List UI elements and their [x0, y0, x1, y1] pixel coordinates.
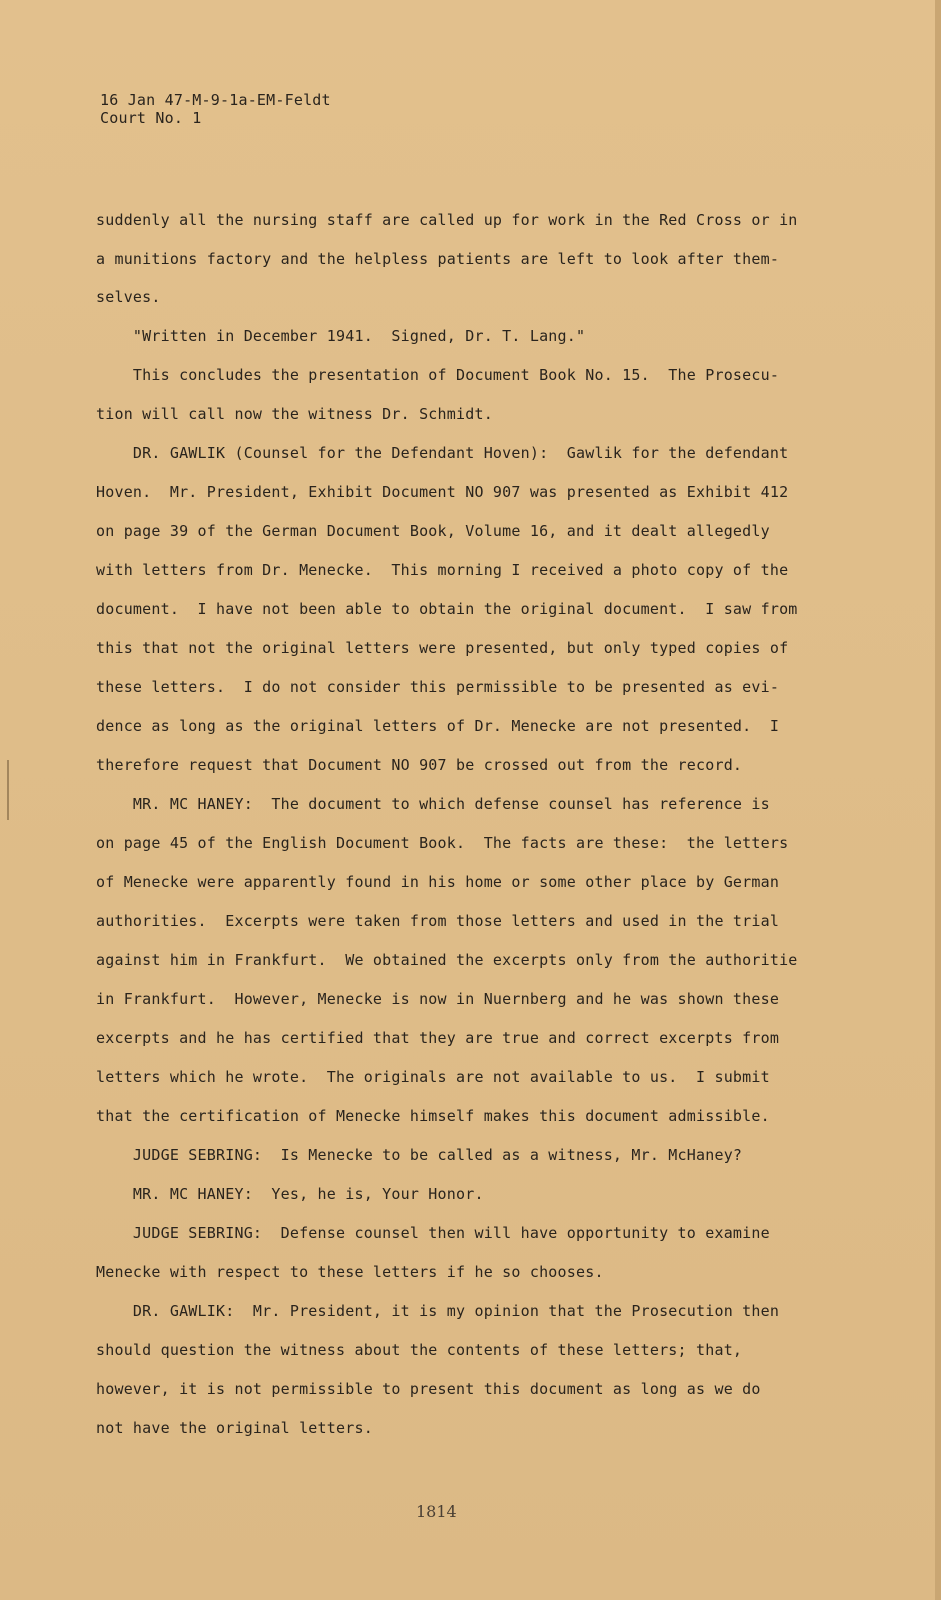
body-line: this that not the original letters were presented, but only typed copies of	[96, 639, 789, 657]
body-line: excerpts and he has certified that they are true and correct excerpts from	[96, 1029, 780, 1047]
body-line: that the certification of Menecke himself makes this document admissible.	[96, 1107, 770, 1125]
body-line: Hoven. Mr. President, Exhibit Document NO 907 was presented as Exhibit 412	[96, 483, 789, 501]
body-line: on page 45 of the English Document Book. The facts are these: the letters	[96, 834, 789, 852]
body-line: against him in Frankfurt. We obtained the excerpts only from the authoritie	[96, 951, 798, 969]
body-line: not have the original letters.	[96, 1419, 373, 1437]
body-line: authorities. Excerpts were taken from those letters and used in the trial	[96, 912, 780, 930]
body-line: MR. MC HANEY: The document to which defense counsel has reference is	[96, 795, 770, 813]
body-line: letters which he wrote. The originals are not available to us. I submit	[96, 1068, 770, 1086]
body-line: DR. GAWLIK: Mr. President, it is my opinion that the Prosecution then	[96, 1302, 780, 1320]
body-line: with letters from Dr. Menecke. This morning I received a photo copy of the	[96, 561, 789, 579]
body-line: JUDGE SEBRING: Is Menecke to be called as a witness, Mr. McHaney?	[96, 1146, 743, 1164]
body-line: DR. GAWLIK (Counsel for the Defendant Hoven): Gawlik for the defendant	[96, 444, 789, 462]
body-line: however, it is not permissible to present this document as long as we do	[96, 1380, 761, 1398]
body-line: suddenly all the nursing staff are called up for work in the Red Cross or in	[96, 211, 798, 229]
body-line: JUDGE SEBRING: Defense counsel then will have opportunity to examine	[96, 1224, 770, 1242]
body-line: MR. MC HANEY: Yes, he is, Your Honor.	[96, 1185, 484, 1203]
body-line: selves.	[96, 288, 161, 306]
header-session-code: 16 Jan 47-M-9-1a-EM-Feldt	[100, 91, 331, 109]
body-line: a munitions factory and the helpless patients are left to look after them-	[96, 250, 780, 268]
body-line: "Written in December 1941. Signed, Dr. T. Lang."	[96, 327, 586, 345]
body-line: Menecke with respect to these letters if he so chooses.	[96, 1263, 604, 1281]
page-number: 1814	[416, 1502, 457, 1521]
body-line: therefore request that Document NO 907 be crossed out from the record.	[96, 756, 743, 774]
body-line: This concludes the presentation of Document Book No. 15. The Prosecu-	[96, 366, 780, 384]
header-court-number: Court No. 1	[100, 109, 202, 127]
paper-edge	[935, 0, 941, 1600]
body-line: should question the witness about the contents of these letters; that,	[96, 1341, 743, 1359]
body-line: tion will call now the witness Dr. Schmidt.	[96, 405, 493, 423]
body-line: these letters. I do not consider this permissible to be presented as evi-	[96, 678, 780, 696]
margin-mark	[7, 760, 9, 820]
body-line: of Menecke were apparently found in his home or some other place by German	[96, 873, 780, 891]
body-line: dence as long as the original letters of Dr. Menecke are not presented. I	[96, 717, 780, 735]
body-line: document. I have not been able to obtain the original document. I saw from	[96, 600, 798, 618]
body-line: on page 39 of the German Document Book, Volume 16, and it dealt allegedly	[96, 522, 770, 540]
body-line: in Frankfurt. However, Menecke is now in Nuernberg and he was shown these	[96, 990, 780, 1008]
